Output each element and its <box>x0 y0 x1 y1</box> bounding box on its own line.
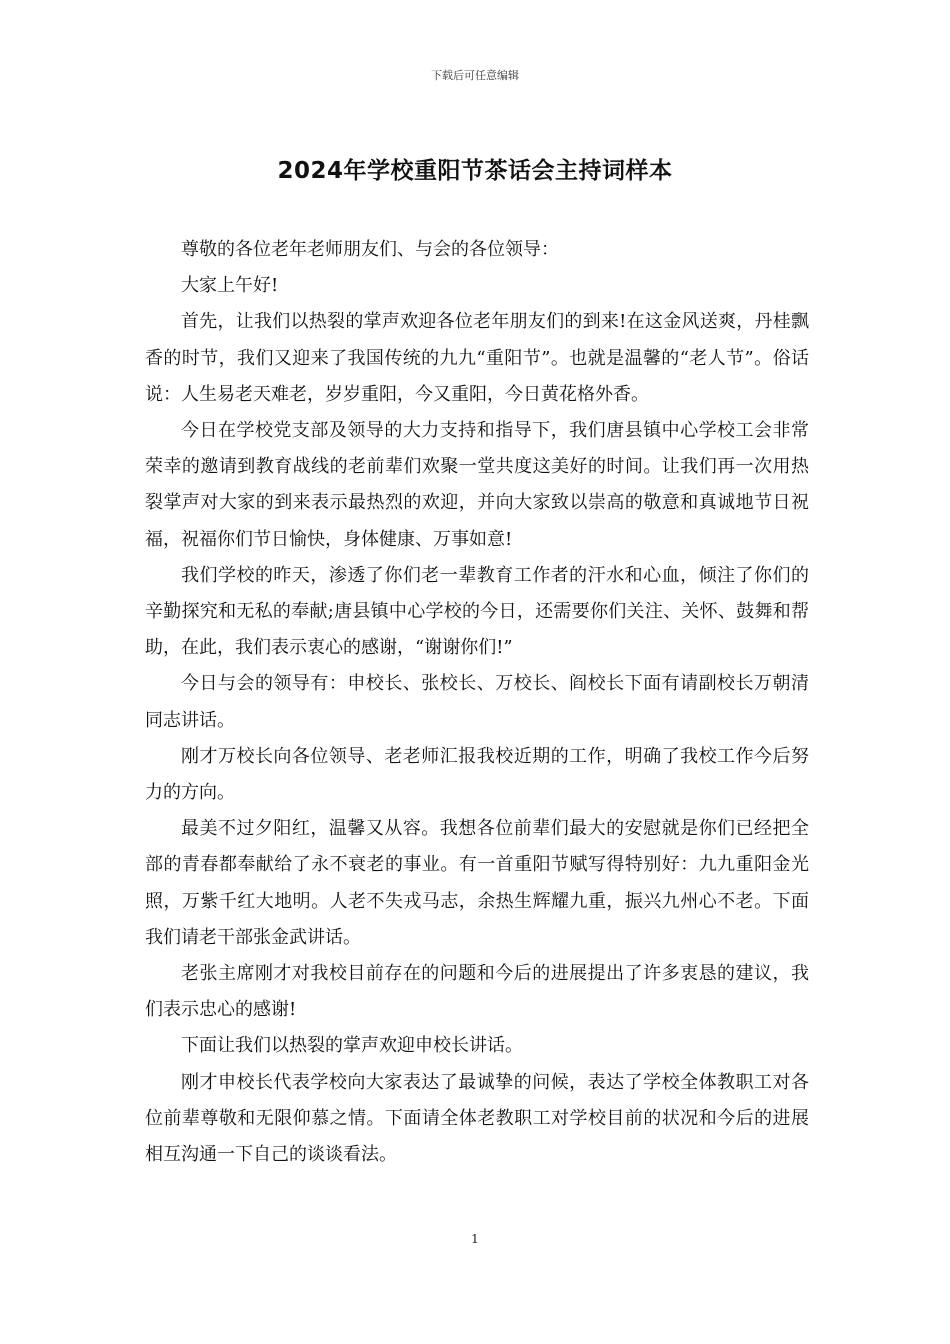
paragraph: 尊敬的各位老年老师朋友们、与会的各位领导： <box>181 239 559 260</box>
paragraph: 刚才万校长向各位领导、老老师汇报我校近期的工作，明确了我校工作今后努力的方向。 <box>145 745 809 804</box>
document-body <box>145 232 809 1173</box>
paragraph: 最美不过夕阳红，温馨又从容。我想各位前辈们最大的安慰就是你们已经把全部的青春都奉献给了永不衰老的事业。有一首重阳节赋写得特别好：九九重阳金光照，万紫千红大地明。人老不失戎马志，余热生辉耀九重，振兴九州心不老。下面我们请老干部张金武讲话。 <box>145 818 809 948</box>
document-title: 2024年学校重阳节茶话会主持词样本 <box>277 158 673 184</box>
page-number: 1 <box>471 1232 479 1246</box>
paragraph: 我们学校的昨天，渗透了你们老一辈教育工作者的汗水和心血，倾注了你们的辛勤探究和无私的奉献;唐县镇中心学校的今日，还需要你们关注、关怀、鼓舞和帮助，在此，我们表示衷心的感谢，“谢谢你们!” <box>145 564 809 659</box>
paragraph: 首先，让我们以热裂的掌声欢迎各位老年朋友们的到来!在这金风送爽，丹桂飘香的时节，我们又迎来了我国传统的九九“重阳节”。也就是温馨的“老人节”。俗话说：人生易老天难老，岁岁重阳，今又重阳，今日黄花格外香。 <box>145 311 809 405</box>
paragraph: 刚才申校长代表学校向大家表达了最诚挚的问候，表达了学校全体教职工对各位前辈尊敬和无限仰慕之情。下面请全体老教职工对学校目前的状况和今后的进展相互沟通一下自己的谈谈看法。 <box>145 1071 809 1166</box>
header-note: 下载后可任意编辑 <box>431 69 519 82</box>
paragraph: 下面让我们以热裂的掌声欢迎申校长讲话。 <box>181 1035 523 1057</box>
paragraph: 今日与会的领导有：申校长、张校长、万校长、阎校长下面有请副校长万朝清同志讲话。 <box>145 673 809 731</box>
paragraph: 大家上午好! <box>181 275 279 297</box>
paragraph: 老张主席刚才对我校目前存在的问题和今后的进展提出了许多衷恳的建议，我们表示忠心的感谢! <box>145 963 809 1021</box>
paragraph: 今日在学校党支部及领导的大力支持和指导下，我们唐县镇中心学校工会非常荣幸的邀请到教育战线的老前辈们欢聚一堂共度这美好的时间。让我们再一次用热裂掌声对大家的到来表示最热烈的欢迎，并向大家致以崇高的敬意和真诚地节日祝福，祝福你们节日愉快，身体健康、万事如意! <box>145 420 809 550</box>
